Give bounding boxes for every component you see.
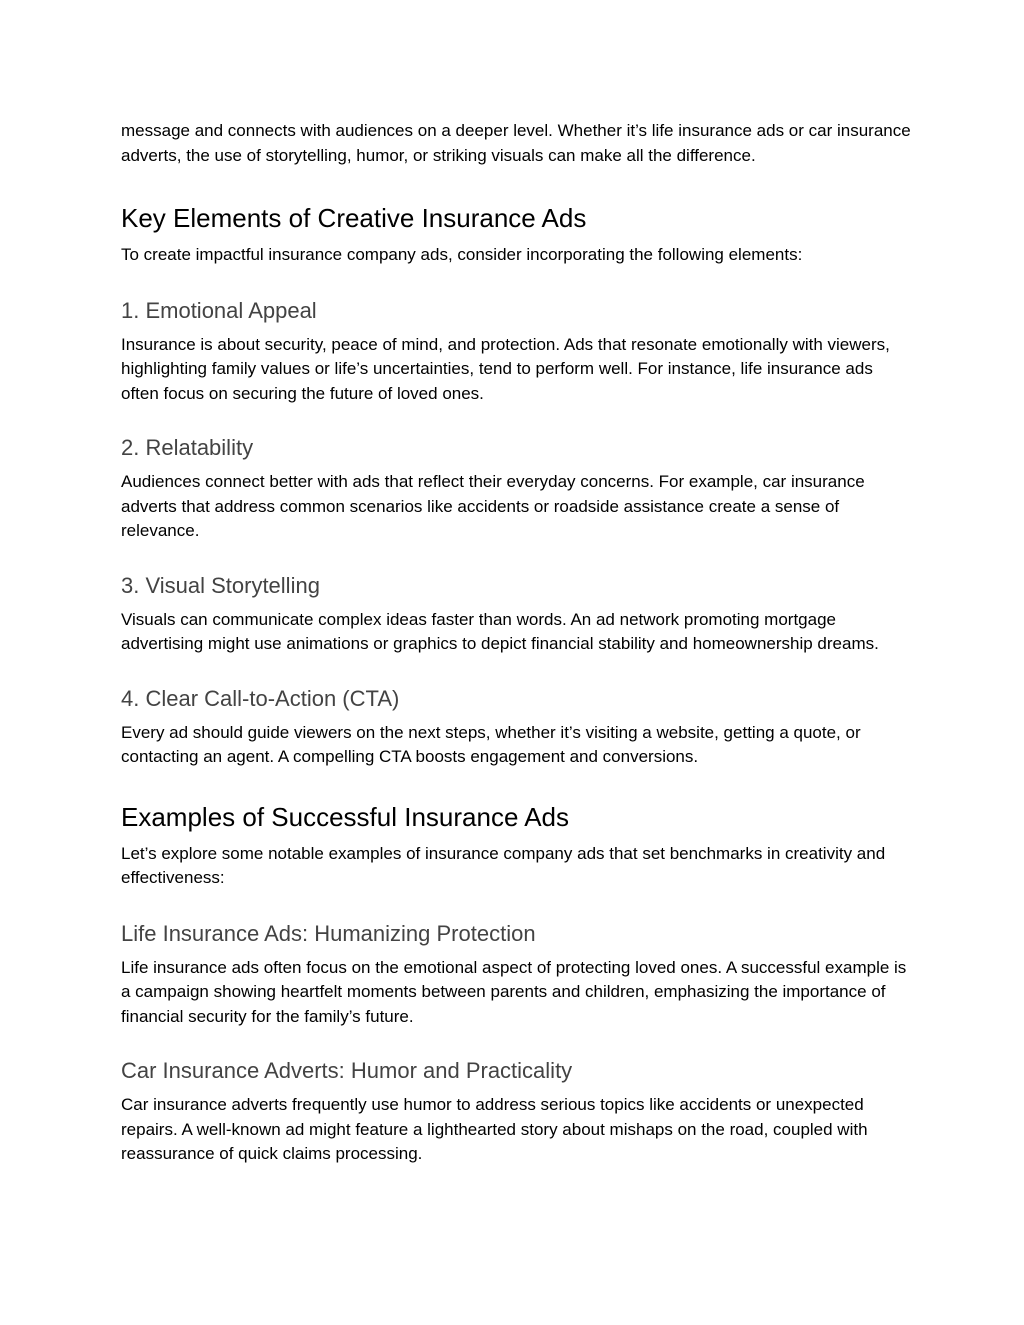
- subheading-clear-cta: 4. Clear Call-to-Action (CTA): [121, 685, 400, 711]
- subheading-life-insurance-ads: Life Insurance Ads: Humanizing Protection: [121, 920, 536, 946]
- section-heading-key-elements: Key Elements of Creative Insurance Ads: [121, 203, 587, 233]
- subheading-car-insurance-adverts: Car Insurance Adverts: Humor and Practicality: [121, 1058, 573, 1083]
- paragraph-visual-storytelling: Visuals can communicate complex ideas faster than words. An ad network promoting mortgage advertising might use animations or graphics to depict financial stability and homeownership dreams.: [121, 609, 879, 653]
- paragraph-car-insurance-adverts: Car insurance adverts frequently use humor to address serious topics like accidents or unexpected repairs. A well-known ad might feature a lighthearted story about mishaps on the road, coupled with reassurance of quick claims processing.: [121, 1095, 868, 1163]
- paragraph-relatability: Audiences connect better with ads that reflect their everyday concerns. For example, car insurance adverts that address common scenarios like accidents or roadside assistance create a sense of relevance.: [121, 472, 865, 540]
- section-heading-examples: Examples of Successful Insurance Ads: [121, 801, 570, 832]
- document-page: [121, 119, 911, 1167]
- key-elements-intro: To create impactful insurance company ads, consider incorporating the following elements:: [121, 245, 803, 264]
- intro-paragraph: message and connects with audiences on a deeper level. Whether it’s life insurance ads or car insurance adverts, the use of storytelling, humor, or striking visuals can make all the difference.: [121, 121, 911, 165]
- subheading-emotional-appeal: 1. Emotional Appeal: [121, 297, 317, 323]
- paragraph-emotional-appeal: Insurance is about security, peace of mind, and protection. Ads that resonate emotionally with viewers, highlighting family values or life’s uncertainties, tend to perform well. For instance, life insurance ads often focus on securing the future of loved ones.: [121, 334, 890, 403]
- examples-intro: Let’s explore some notable examples of insurance company ads that set benchmarks in creativity and effectiveness:: [121, 843, 886, 887]
- paragraph-clear-cta: Every ad should guide viewers on the next steps, whether it’s visiting a website, getting a quote, or contacting an agent. A compelling CTA boosts engagement and conversions.: [121, 722, 861, 766]
- subheading-visual-storytelling: 3. Visual Storytelling: [121, 572, 320, 598]
- subheading-relatability: 2. Relatability: [121, 435, 254, 460]
- paragraph-life-insurance-ads: Life insurance ads often focus on the emotional aspect of protecting loved ones. A successful example is a campaign showing heartfelt moments between parents and children, emphasizing the importance of financial security for the family’s future.: [121, 957, 907, 1026]
